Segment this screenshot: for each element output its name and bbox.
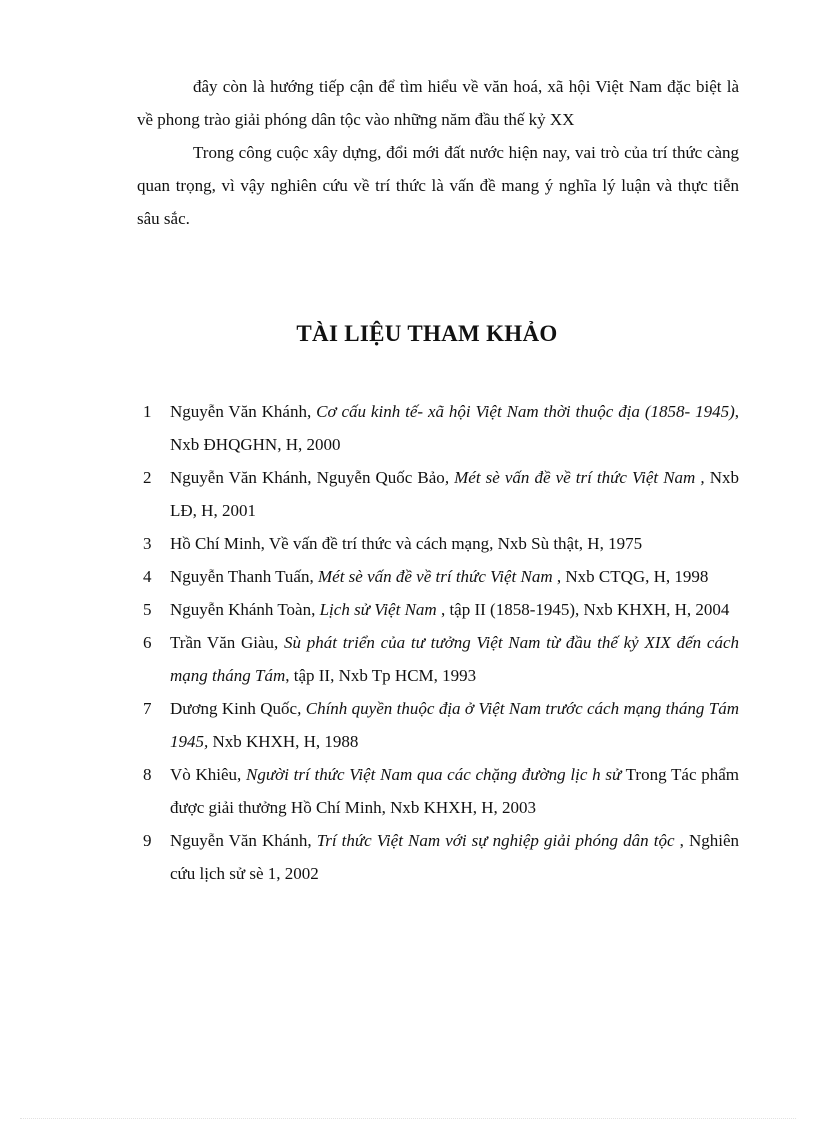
reference-author: Nguyễn Văn Khánh, Nguyễn Quốc Bảo	[170, 468, 445, 487]
reference-item	[137, 626, 739, 692]
reference-text	[170, 593, 739, 626]
reference-author: Nguyễn Thanh Tuấn,	[170, 567, 314, 586]
reference-item	[137, 560, 739, 593]
reference-text	[170, 692, 739, 758]
reference-publisher: , tập II (1858-1945), Nxb KHXH, H, 2004	[436, 600, 730, 619]
reference-number: 1	[143, 402, 152, 421]
reference-text	[170, 758, 739, 824]
page-bottom-divider	[20, 1118, 796, 1119]
reference-title: , Chính quyền thuộc địa ở Việt Nam trước cách mạng tháng Tám 1945,	[170, 699, 740, 751]
reference-publisher: , Nxb ĐHQGHN, H, 2000	[170, 402, 739, 454]
reference-item	[137, 692, 739, 758]
reference-number: 6	[143, 633, 152, 652]
reference-item	[137, 527, 739, 560]
reference-list	[137, 395, 739, 890]
body-text	[137, 70, 739, 235]
paragraph-conclusion: Trong công cuộc xây dựng, đổi mới đất nước hiện nay, vai trò của trí thức càng quan trọng, vì vậy nghiên cứu về trí thức là vấn đề mang ý nghĩa lý luận và thực tiễn sâu sắc.	[137, 143, 739, 228]
reference-author: Hồ Chí Minh,	[170, 534, 265, 553]
reference-text	[170, 527, 739, 560]
reference-author: Nguyễn Văn Khánh,	[170, 402, 312, 421]
reference-publisher: , Nxb CTQG, H, 1998	[552, 567, 709, 586]
references-heading: TÀI LIỆU THAM KHẢO	[296, 321, 558, 346]
reference-publisher: Về vấn đề trí thức và cách mạng, Nxb Sù thật, H, 1975	[264, 534, 643, 553]
reference-title: Trí thức Việt Nam với sự nghiệp giải phóng dân tộc	[316, 831, 675, 850]
reference-number: 2	[143, 468, 152, 487]
reference-text	[170, 824, 739, 890]
reference-number: 3	[143, 534, 152, 553]
reference-number: 4	[143, 567, 152, 586]
reference-item	[137, 824, 739, 890]
reference-number: 9	[143, 831, 152, 850]
reference-publisher: Nxb KHXH, H, 1988	[208, 732, 359, 751]
reference-item	[137, 461, 739, 527]
reference-title: Mét sè vấn đề về trí thức Việt Nam	[317, 567, 553, 586]
reference-title: Người trí thức Việt Nam qua các chặng đường lịc h sử	[246, 765, 622, 784]
reference-text	[170, 395, 739, 461]
reference-number: 8	[143, 765, 152, 784]
reference-item	[137, 395, 739, 461]
reference-number: 7	[143, 699, 152, 718]
reference-title: Lịch sử Việt Nam	[319, 600, 437, 619]
reference-title: Sù phát triển của tư tưởng Việt Nam từ đầu thế kỷ XIX đến cách mạng tháng Tám	[170, 633, 740, 685]
paragraph-continuation: đây còn là hướng tiếp cận để tìm hiểu về văn hoá, xã hội Việt Nam đặc biệt là về phong trào giải phóng dân tộc vào những năm đầu thế kỷ XX	[137, 77, 739, 129]
reference-author: Dương Kinh Quốc	[170, 699, 298, 718]
reference-item	[137, 593, 739, 626]
reference-title: , Mét sè vấn đề về trí thức Việt Nam ,	[444, 468, 705, 487]
reference-author: Nguyễn Văn Khánh,	[170, 831, 312, 850]
reference-title: Cơ cấu kinh tế- xã hội Việt Nam thời thuộc địa (1858- 1945)	[316, 402, 735, 421]
reference-text	[170, 461, 739, 527]
reference-publisher: , tập II, Nxb Tp HCM, 1993	[285, 666, 477, 685]
reference-item	[137, 758, 739, 824]
reference-author: Vò Khiêu,	[170, 765, 242, 784]
reference-publisher: , Nghiên cứu lịch sử sè 1, 2002	[170, 831, 740, 883]
reference-text	[170, 626, 739, 692]
reference-publisher: Trong Tác phẩm được giải thưởng Hồ Chí Minh, Nxb KHXH, H, 2003	[170, 765, 739, 817]
reference-number: 5	[143, 600, 152, 619]
reference-text	[170, 560, 739, 593]
reference-author: Nguyễn Khánh Toàn,	[170, 600, 316, 619]
reference-author: Trần Văn Giàu,	[170, 633, 279, 652]
reference-publisher: Nxb LĐ, H, 2001	[170, 468, 739, 520]
